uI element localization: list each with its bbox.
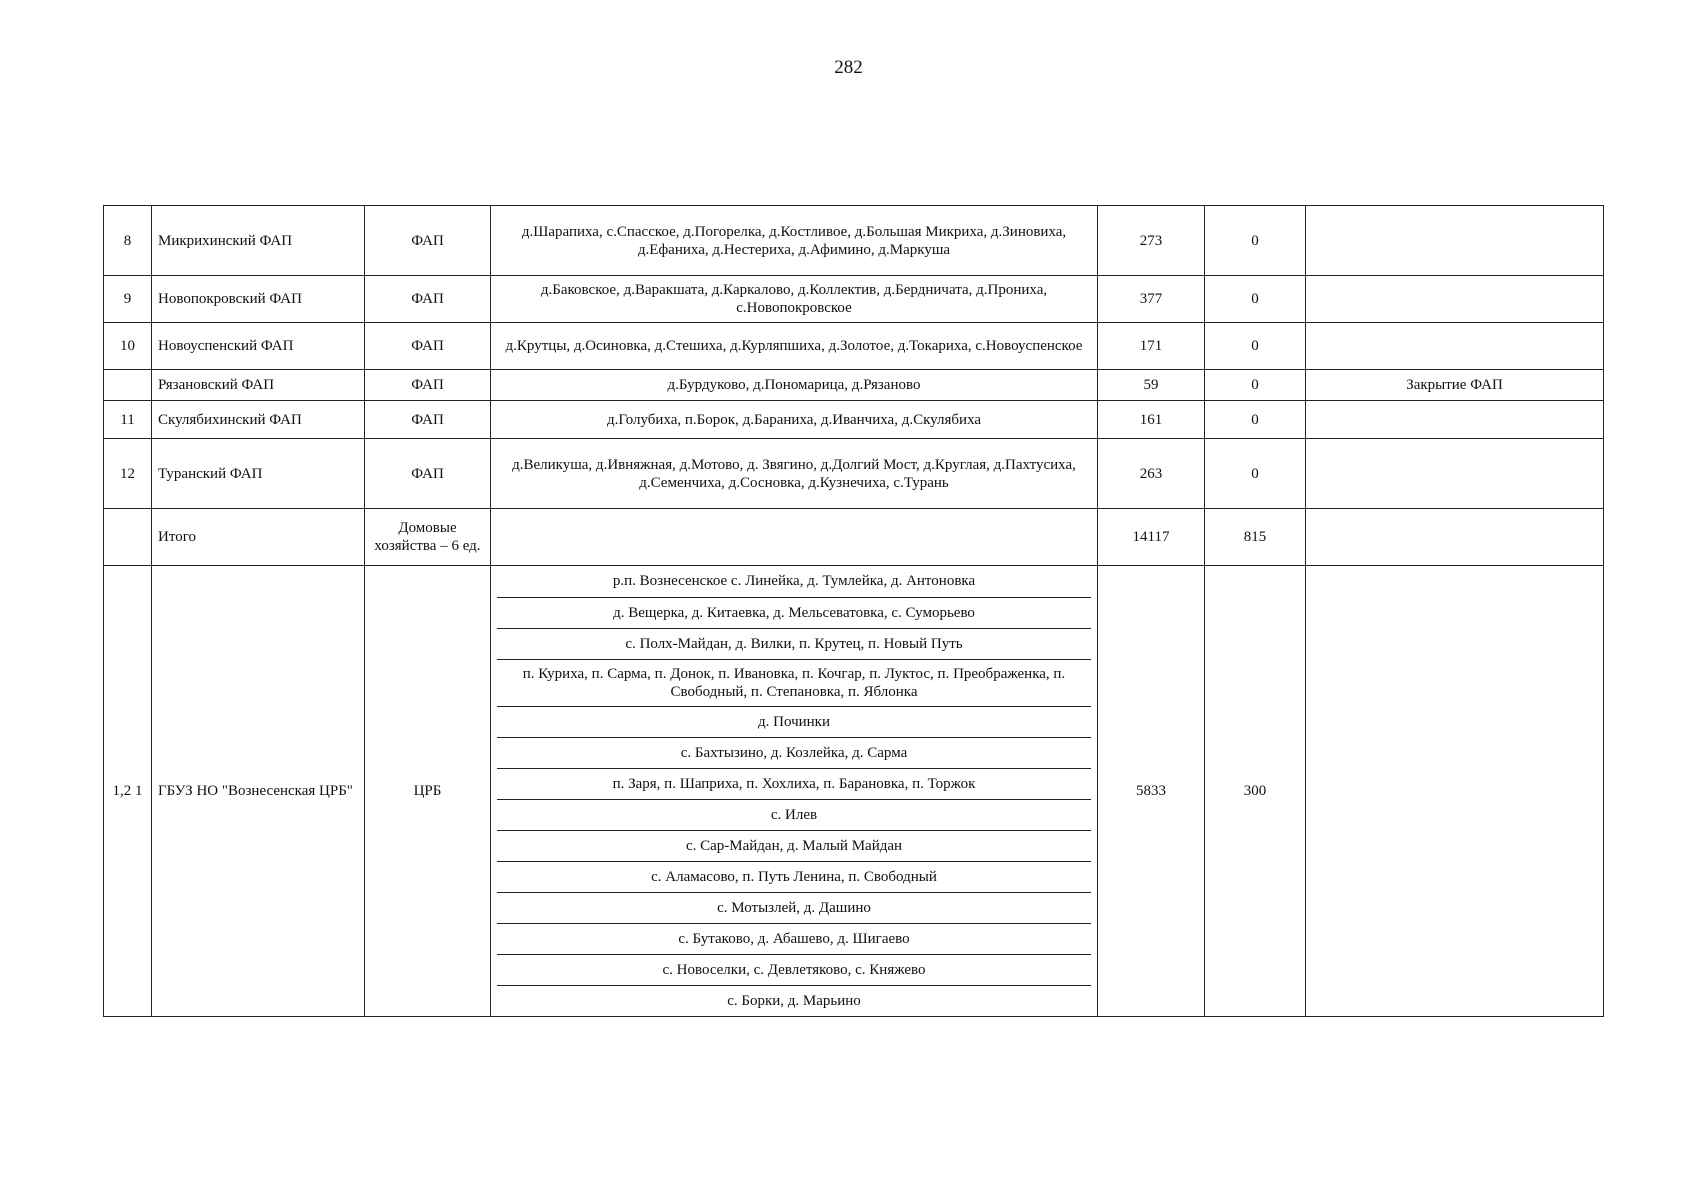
settlements-list: д.Бурдуково, д.Пономарица, д.Рязаново (491, 370, 1098, 401)
table-row (104, 206, 1604, 276)
settlements-list: д.Крутцы, д.Осиновка, д.Стешиха, д.Курляпшиха, д.Золотое, д.Токариха, с.Новоуспенское (491, 323, 1098, 370)
facility-name: Новоуспенский ФАП (152, 323, 365, 370)
settlements-subtable (497, 566, 1091, 1016)
row-number: 11 (104, 401, 152, 439)
settlement-group: р.п. Вознесенское с. Линейка, д. Тумлейка, д. Антоновка (497, 566, 1091, 597)
note-cell (1306, 206, 1604, 276)
note-cell (1306, 323, 1604, 370)
table-row (104, 323, 1604, 370)
population-value: 161 (1098, 401, 1205, 439)
settlement-group: с. Бутаково, д. Абашево, д. Шигаево (497, 923, 1091, 954)
facility-name: Скулябихинский ФАП (152, 401, 365, 439)
row-number (104, 509, 152, 566)
note-cell (1306, 276, 1604, 323)
second-value: 0 (1205, 370, 1306, 401)
table-row (104, 401, 1604, 439)
total-second: 815 (1205, 509, 1306, 566)
facility-type: ФАП (365, 276, 491, 323)
row-number: 9 (104, 276, 152, 323)
settlements-list: д.Шарапиха, с.Спасское, д.Погорелка, д.Костливое, д.Большая Микриха, д.Зиновиха, д.Ефаниха, д.Нестериха, д.Афимино, д.Маркуша (491, 206, 1098, 276)
settlements-cell (491, 566, 1098, 1017)
facility-name: Новопокровский ФАП (152, 276, 365, 323)
second-value: 0 (1205, 323, 1306, 370)
second-value: 0 (1205, 206, 1306, 276)
settlement-group: с. Илев (497, 799, 1091, 830)
note-cell (1306, 566, 1604, 1017)
settlements-list: д.Голубиха, п.Борок, д.Бараниха, д.Иванчиха, д.Скулябиха (491, 401, 1098, 439)
row-number (104, 370, 152, 401)
population-value: 171 (1098, 323, 1205, 370)
crb-row (104, 566, 1604, 1017)
facility-type: ФАП (365, 401, 491, 439)
second-value: 300 (1205, 566, 1306, 1017)
settlement-group: с. Борки, д. Марьино (727, 992, 861, 1009)
facility-type: ФАП (365, 206, 491, 276)
settlement-group: п. Куриха, п. Сарма, п. Донок, п. Ивановка, п. Кочгар, п. Луктос, п. Преображенка, п. Свободный, п. Степановка, п. Яблонка (497, 659, 1091, 706)
note-cell (1306, 439, 1604, 509)
note-cell (1306, 509, 1604, 566)
total-population: 14117 (1098, 509, 1205, 566)
population-value: 377 (1098, 276, 1205, 323)
second-value: 0 (1205, 439, 1306, 509)
settlements-list (491, 509, 1098, 566)
total-row (104, 509, 1604, 566)
settlement-group: с. Полх-Майдан, д. Вилки, п. Крутец, п. Новый Путь (497, 628, 1091, 659)
row-number: 1,2 1 (104, 566, 152, 1017)
table-row (104, 370, 1604, 401)
households-note: Домовые хозяйства – 6 ед. (365, 509, 491, 566)
second-value: 0 (1205, 276, 1306, 323)
settlements-list: д.Баковское, д.Варакшата, д.Каркалово, д.Коллектив, д.Бердничата, д.Прониха, с.Новопокровское (491, 276, 1098, 323)
facility-type: ФАП (365, 370, 491, 401)
row-number: 8 (104, 206, 152, 276)
second-value: 0 (1205, 401, 1306, 439)
facility-type: ЦРБ (365, 566, 491, 1017)
settlement-group: с. Аламасово, п. Путь Ленина, п. Свободный (497, 861, 1091, 892)
note-cell: Закрытие ФАП (1306, 370, 1604, 401)
facility-name: Микрихинский ФАП (152, 206, 365, 276)
table-row (104, 439, 1604, 509)
facility-name: Туранский ФАП (152, 439, 365, 509)
population-value: 263 (1098, 439, 1205, 509)
facility-type: ФАП (365, 439, 491, 509)
table-row (104, 276, 1604, 323)
settlement-group: д. Вещерка, д. Китаевка, д. Мельсеватовка, с. Суморьево (497, 597, 1091, 628)
facility-name: Рязановский ФАП (152, 370, 365, 401)
note-cell (1306, 401, 1604, 439)
settlement-group: д. Починки (497, 706, 1091, 737)
population-value: 5833 (1098, 566, 1205, 1017)
row-number: 10 (104, 323, 152, 370)
settlement-group: п. Заря, п. Шаприха, п. Хохлиха, п. Барановка, п. Торжок (497, 768, 1091, 799)
facility-name: ГБУЗ НО "Вознесенская ЦРБ" (152, 566, 365, 1017)
settlement-group: с. Бахтызино, д. Козлейка, д. Сарма (497, 737, 1091, 768)
row-number: 12 (104, 439, 152, 509)
facility-type: ФАП (365, 323, 491, 370)
page-number: 282 (834, 57, 863, 78)
settlements-list: д.Великуша, д.Ивняжная, д.Мотово, д. Звягино, д.Долгий Мост, д.Круглая, д.Пахтусиха, д.Семенчиха, д.Сосновка, д.Кузнечиха, с.Турань (491, 439, 1098, 509)
facilities-table (103, 205, 1604, 1017)
settlement-group: с. Новоселки, с. Девлетяково, с. Княжево (497, 954, 1091, 985)
settlement-group: с. Мотызлей, д. Дашино (497, 892, 1091, 923)
population-value: 273 (1098, 206, 1205, 276)
settlement-group: с. Сар-Майдан, д. Малый Майдан (497, 830, 1091, 861)
total-label: Итого (152, 509, 365, 566)
population-value: 59 (1098, 370, 1205, 401)
